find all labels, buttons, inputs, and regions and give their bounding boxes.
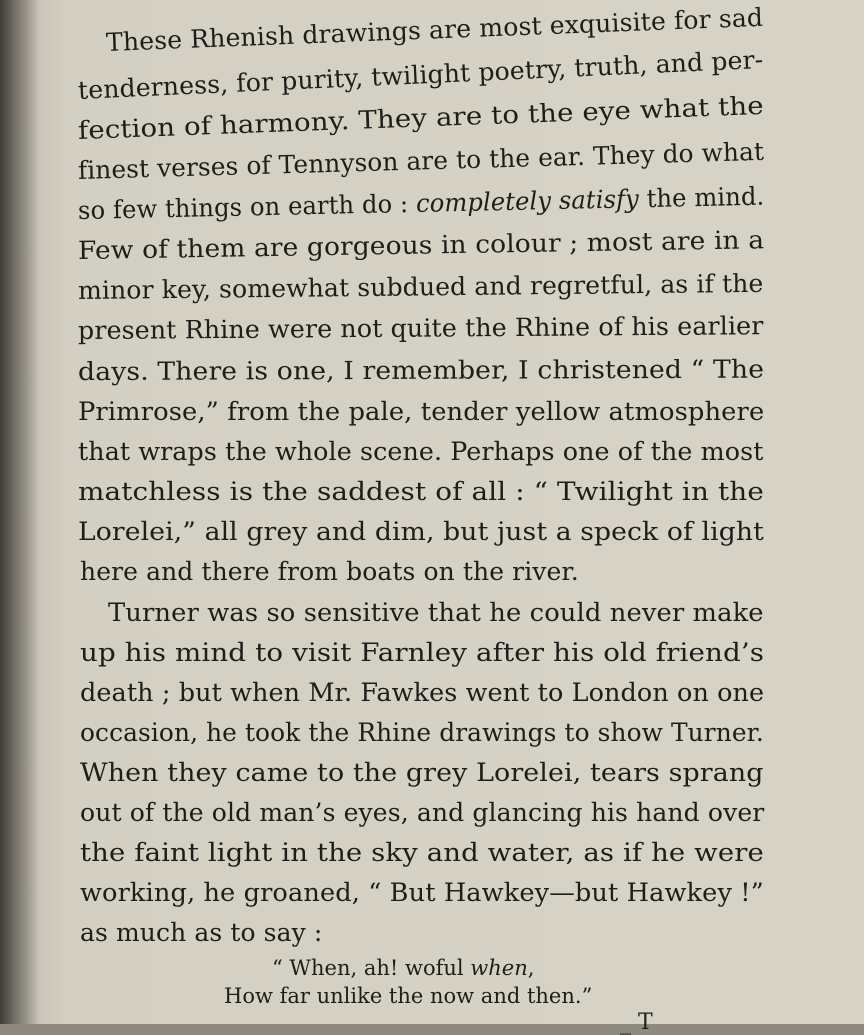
text-line: tenderness, for purity, twilight poetry, truth, and per-: [77, 44, 764, 105]
text-line: minor key, somewhat subdued and regretful, as if the: [77, 268, 764, 305]
text-line: Few of them are gorgeous in colour ; most are in a: [77, 225, 765, 265]
text-line: finest verses of Tennyson are to the ear. They do what: [77, 136, 765, 185]
text-span: so few things on earth do :: [77, 188, 417, 225]
text-line: death ; but when Mr. Fawkes went to London on one: [80, 678, 765, 707]
text-line: occasion, he took the Rhine drawings to show Turner.: [80, 718, 764, 747]
book-spine-shadow: [0, 0, 40, 1024]
text-line: Turner was so sensitive that he could never make: [108, 598, 764, 627]
text-line: out of the old man’s eyes, and glancing his hand over: [80, 798, 765, 827]
text-line: [77, 181, 765, 225]
text-line: here and there from boats on the river.: [80, 557, 579, 586]
cut-off-text: _ T: [620, 1010, 653, 1035]
text-line: When they came to the grey Lorelei, tears sprang: [80, 758, 764, 787]
text-line: Primrose,” from the pale, tender yellow atmosphere: [78, 397, 765, 426]
text-line: days. There is one, I remember, I christened “ The: [77, 354, 765, 386]
verse-line: [272, 958, 534, 979]
text-line: as much as to say :: [80, 918, 323, 947]
text-line: matchless is the saddest of all : “ Twilight in the: [78, 477, 764, 506]
text-line: present Rhine were not quite the Rhine of his earlier: [77, 311, 764, 345]
text-line: working, he groaned, “ But Hawkey—but Hawkey !”: [80, 878, 764, 907]
text-line: that wraps the whole scene. Perhaps one of the most: [78, 437, 764, 466]
text-span: ,: [527, 956, 535, 980]
text-line: These Rhenish drawings are most exquisite for sad: [105, 2, 764, 57]
italic-emphasis: completely satisfy: [415, 184, 640, 218]
text-span: “ When, ah! woful: [272, 956, 471, 980]
italic-emphasis: when: [470, 956, 528, 980]
text-line: the faint light in the sky and water, as if he were: [80, 838, 764, 867]
text-line: fection of harmony. They are to the eye what the: [77, 90, 765, 145]
text-line: Lorelei,” all grey and dim, but just a speck of light: [78, 517, 764, 546]
text-line: up his mind to visit Farnley after his old friend’s: [80, 638, 765, 667]
text-span: the mind.: [638, 181, 765, 214]
verse-line: How far unlike the now and then.”: [224, 984, 593, 1008]
